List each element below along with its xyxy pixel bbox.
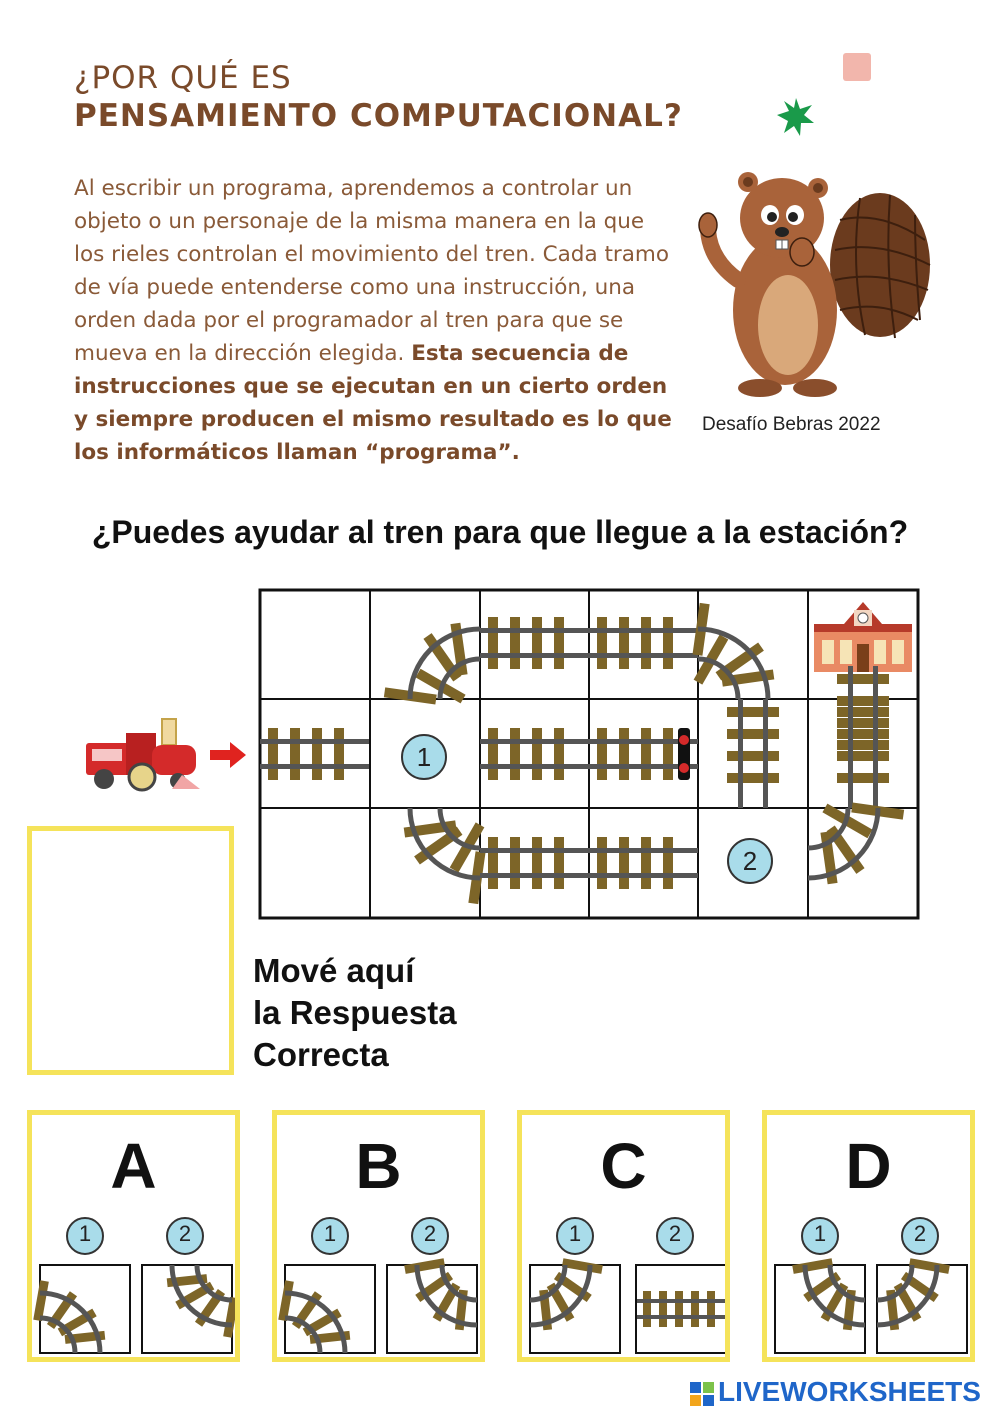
option-card-d[interactable] [762, 1110, 975, 1362]
pink-square-decoration [843, 53, 871, 81]
option-card-c[interactable] [517, 1110, 730, 1362]
instruction-line-2: la Respuesta [253, 994, 457, 1031]
question-title: ¿Puedes ayudar al tren para que llegue a la estación? [91, 514, 909, 550]
option-letter: A [110, 1130, 157, 1202]
intro-text: Al escribir un programa, aprendemos a controlar un objeto o un personaje de la misma manera en la que los rieles controlan el movimiento del tren. Cada tramo de vía puede entenderse como una instrucción, una orden dada por el programador al tren para que se mueva en la dirección elegida. [74, 176, 670, 366]
option-c-tracks [522, 1115, 725, 1357]
option-d-tracks [767, 1115, 970, 1357]
option-letter: B [355, 1130, 402, 1202]
arrow-right-icon [208, 740, 248, 770]
credit-caption: Desafío Bebras 2022 [702, 414, 881, 435]
heading-line-2: PENSAMIENTO COMPUTACIONAL? [74, 98, 683, 134]
option-d-label-2: 2 [913, 1221, 927, 1246]
option-a-label-1: 1 [78, 1221, 92, 1246]
option-card-a[interactable] [27, 1110, 240, 1362]
option-b-tracks [277, 1115, 480, 1357]
option-card-b[interactable] [272, 1110, 485, 1362]
liveworksheets-logo[interactable] [690, 1376, 981, 1408]
dropzone-instruction [253, 950, 457, 1076]
beaver-illustration [690, 160, 940, 420]
instruction-line-3: Correcta [253, 1036, 389, 1073]
grid-marker-2: 2 [727, 838, 773, 884]
option-letter: D [845, 1130, 892, 1202]
intro-paragraph [74, 172, 674, 469]
option-letter: C [600, 1130, 647, 1202]
answer-dropzone[interactable] [27, 826, 234, 1075]
option-b-label-1: 1 [323, 1221, 337, 1246]
option-c-label-1: 1 [568, 1221, 582, 1246]
option-d-label-1: 1 [813, 1221, 827, 1246]
option-a-tracks [32, 1115, 235, 1357]
track-grid [258, 588, 922, 922]
option-a-label-2: 2 [178, 1221, 192, 1246]
liveworksheets-logo-icon [690, 1382, 714, 1406]
green-star-decoration [776, 97, 816, 137]
option-b-label-2: 2 [423, 1221, 437, 1246]
instruction-line-1: Mové aquí [253, 952, 415, 989]
option-c-label-2: 2 [668, 1221, 682, 1246]
intro-bold-text: Esta secuencia de instrucciones que se ejecutan en un cierto orden y siempre producen el mismo resultado es lo que los informáticos llaman “programa”. [74, 341, 672, 465]
heading-line-1: ¿POR QUÉ ES [74, 60, 292, 96]
grid-marker-1: 1 [401, 734, 447, 780]
train-icon [82, 715, 202, 793]
liveworksheets-brand: LIVEWORKSHEETS [718, 1376, 981, 1407]
